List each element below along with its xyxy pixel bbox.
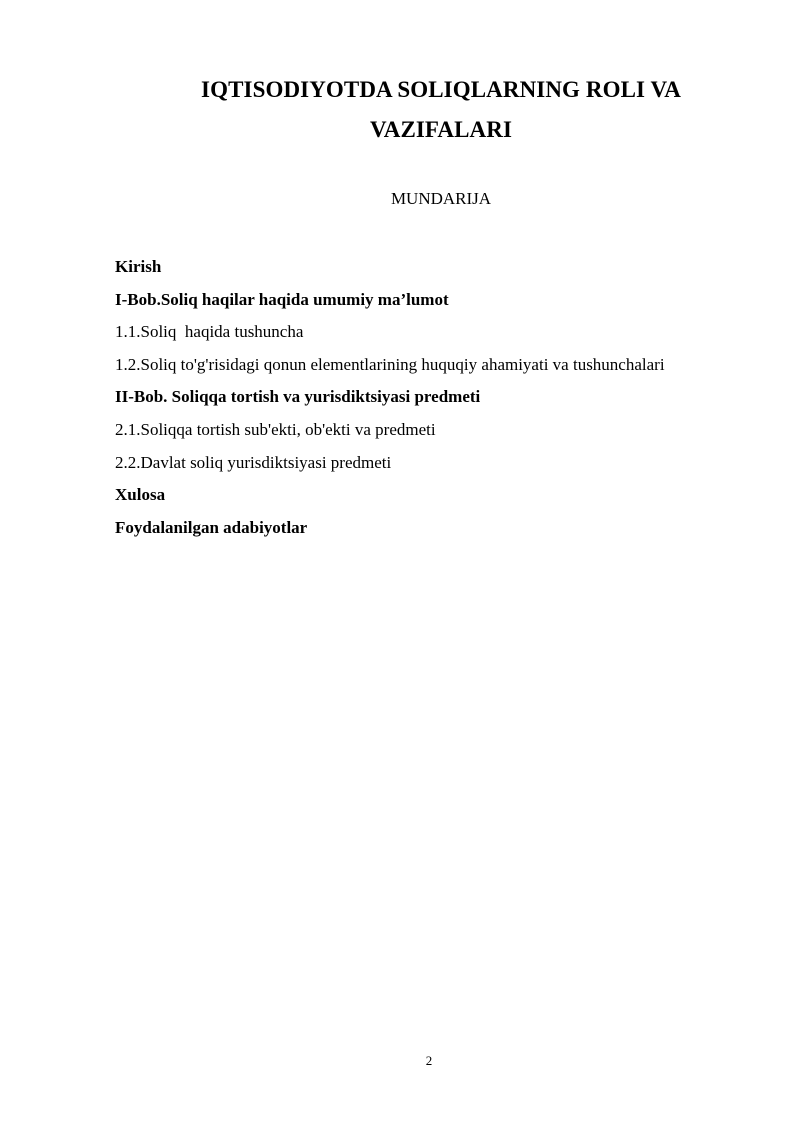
page-number: 2 <box>425 1053 433 1068</box>
toc-item-section-2-2: 2.2.Davlat soliq yurisdiktsiyasi predmeti <box>115 452 392 472</box>
toc-item-section-1-2: 1.2.Soliq to'g'risidagi qonun elementlarining huquqiy ahamiyati va tushunchalari <box>115 354 665 374</box>
toc-item-section-2-1: 2.1.Soliqqa tortish sub'ekti, ob'ekti va predmeti <box>115 419 436 439</box>
document-title-line-2: VAZIFALARI <box>369 117 512 142</box>
toc-item-xulosa: Xulosa <box>115 485 166 505</box>
toc-item-kirish: Kirish <box>115 257 162 276</box>
toc-heading: MUNDARIJA <box>390 189 492 208</box>
toc-item-section-1-1: 1.1.Soliq haqida tushuncha <box>115 322 304 342</box>
toc-item-chapter-1: I-Bob.Soliq haqilar haqida umumiy ma’lumot <box>115 289 449 309</box>
toc-item-references: Foydalanilgan adabiyotlar <box>115 517 308 537</box>
table-of-contents <box>115 251 785 544</box>
toc-item-chapter-2: II-Bob. Soliqqa tortish va yurisdiktsiyasi predmeti <box>115 387 481 407</box>
document-title-line-1: IQTISODIYOTDA SOLIQLARNING ROLI VA <box>201 77 681 102</box>
